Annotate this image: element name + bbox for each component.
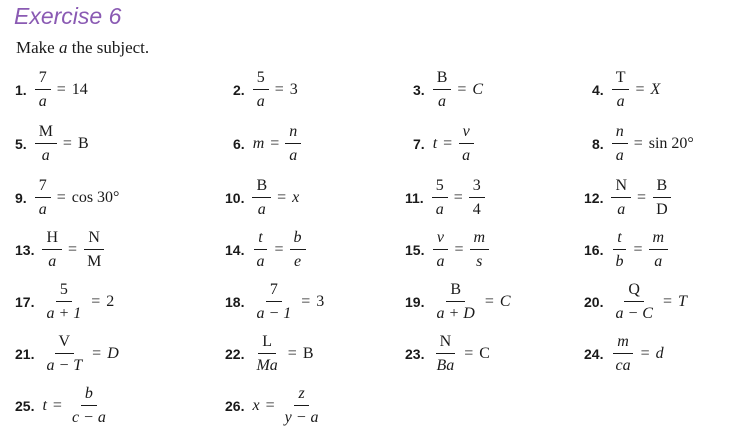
- denominator: a: [617, 201, 626, 218]
- exercise-8: [592, 124, 696, 164]
- exercise-11: [405, 178, 487, 218]
- numerator: 5: [253, 70, 269, 90]
- numerator: 5: [56, 282, 72, 302]
- denominator: D: [656, 201, 668, 218]
- exercise-7: [413, 124, 476, 164]
- denominator: b: [615, 253, 624, 270]
- exercise-20: [584, 282, 689, 322]
- exercise-10: [225, 178, 301, 218]
- exercise-6: [233, 124, 303, 164]
- exercise-number: 12.: [584, 190, 604, 206]
- rhs: 2: [106, 293, 115, 310]
- equals-sign: =: [662, 293, 672, 310]
- denominator: a: [38, 93, 47, 110]
- denominator: a: [616, 93, 625, 110]
- equals-sign: =: [633, 135, 643, 152]
- fraction: [649, 230, 669, 270]
- fraction: [458, 124, 474, 164]
- exercise-1: [15, 70, 90, 110]
- equals-sign: =: [287, 345, 297, 362]
- exercise-4: [592, 70, 662, 110]
- numerator: n: [612, 124, 628, 144]
- fraction: [42, 282, 85, 322]
- exercise-number: 7.: [413, 136, 425, 152]
- denominator: a − 1: [256, 305, 292, 322]
- fraction: [432, 334, 458, 374]
- exercise-number: 2.: [233, 82, 245, 98]
- exercise-13: [15, 230, 107, 270]
- denominator: a: [256, 253, 265, 270]
- exercise-9: [15, 178, 121, 218]
- exercise-number: 20.: [584, 294, 604, 310]
- exercise-24: [584, 334, 666, 374]
- lhs: m: [252, 135, 265, 152]
- fraction: [252, 230, 268, 270]
- numerator: m: [613, 334, 633, 354]
- numerator: B: [653, 178, 672, 198]
- fraction: [252, 282, 295, 322]
- fraction: [35, 178, 51, 218]
- fraction: [35, 70, 51, 110]
- rhs: d: [655, 345, 664, 362]
- exercise-number: 13.: [15, 242, 35, 258]
- fraction: [281, 386, 323, 426]
- equals-sign: =: [457, 81, 467, 98]
- denominator: a: [435, 201, 444, 218]
- fraction: [83, 230, 105, 270]
- numerator: n: [285, 124, 301, 144]
- instruction-variable: a: [58, 38, 68, 57]
- fraction: [611, 334, 634, 374]
- denominator: M: [87, 253, 102, 270]
- exercise-number: 26.: [225, 398, 245, 414]
- rhs: C: [479, 345, 490, 362]
- numerator: t: [613, 230, 625, 250]
- denominator: a − T: [46, 357, 83, 374]
- numerator: m: [470, 230, 490, 250]
- lhs: t: [42, 397, 47, 414]
- exercise-title: Exercise 6: [14, 3, 122, 29]
- numerator: v: [433, 230, 448, 250]
- exercise-number: 22.: [225, 346, 245, 362]
- exercise-number: 23.: [405, 346, 425, 362]
- numerator: b: [81, 386, 97, 406]
- denominator: e: [293, 253, 302, 270]
- fraction: [470, 230, 490, 270]
- exercise-3: [413, 70, 485, 110]
- fraction: [652, 178, 672, 218]
- equals-sign: =: [277, 189, 287, 206]
- fraction: [612, 70, 630, 110]
- equals-sign: =: [52, 397, 62, 414]
- denominator: a: [438, 93, 447, 110]
- exercise-number: 1.: [15, 82, 27, 98]
- numerator: 7: [35, 178, 51, 198]
- exercise-number: 9.: [15, 190, 27, 206]
- exercise-number: 3.: [413, 82, 425, 98]
- denominator: s: [476, 253, 483, 270]
- rhs: sin 20°: [648, 135, 694, 152]
- fraction: [611, 282, 656, 322]
- numerator: H: [42, 230, 62, 250]
- exercise-number: 11.: [405, 190, 424, 206]
- exercise-26: [225, 386, 325, 426]
- equals-sign: =: [635, 81, 645, 98]
- numerator: M: [35, 124, 57, 144]
- lhs: t: [432, 135, 438, 152]
- denominator: a: [38, 201, 47, 218]
- rhs: C: [499, 293, 511, 310]
- fraction: [432, 282, 478, 322]
- rhs: x: [292, 189, 300, 206]
- fraction: [285, 124, 301, 164]
- denominator: 4: [472, 201, 481, 218]
- exercise-number: 4.: [592, 82, 604, 98]
- equals-sign: =: [640, 345, 650, 362]
- exercise-number: 16.: [584, 242, 604, 258]
- exercise-number: 6.: [233, 136, 245, 152]
- rhs: 14: [71, 81, 88, 98]
- rhs: C: [472, 81, 484, 98]
- exercise-number: 5.: [15, 136, 27, 152]
- equals-sign: =: [56, 81, 66, 98]
- equals-sign: =: [443, 135, 453, 152]
- denominator: a: [615, 147, 624, 164]
- numerator: L: [258, 334, 276, 354]
- equals-sign: =: [91, 293, 101, 310]
- fraction: [432, 230, 448, 270]
- exercise-15: [405, 230, 491, 270]
- numerator: B: [252, 178, 271, 198]
- exercise-25: [15, 386, 112, 426]
- equals-sign: =: [274, 81, 284, 98]
- exercise-number: 25.: [15, 398, 35, 414]
- exercise-19: [405, 282, 513, 322]
- equals-sign: =: [270, 135, 280, 152]
- denominator: a: [257, 201, 266, 218]
- equals-sign: =: [92, 345, 102, 362]
- numerator: 7: [266, 282, 282, 302]
- numerator: N: [611, 178, 631, 198]
- rhs: 3: [316, 293, 325, 310]
- numerator: Q: [624, 282, 644, 302]
- exercise-12: [584, 178, 674, 218]
- exercise-23: [405, 334, 492, 374]
- numerator: m: [649, 230, 669, 250]
- lhs: x: [252, 397, 260, 414]
- equals-sign: =: [637, 189, 647, 206]
- rhs: T: [677, 293, 687, 310]
- equals-sign: =: [453, 189, 463, 206]
- numerator: V: [55, 334, 75, 354]
- numerator: B: [446, 282, 465, 302]
- equals-sign: =: [301, 293, 311, 310]
- denominator: a + 1: [46, 305, 82, 322]
- denominator: y − a: [284, 409, 319, 426]
- exercise-14: [225, 230, 308, 270]
- numerator: 5: [432, 178, 448, 198]
- numerator: B: [433, 70, 452, 90]
- fraction: [611, 178, 631, 218]
- exercise-21: [15, 334, 121, 374]
- instruction: [16, 38, 149, 58]
- exercise-number: 10.: [225, 190, 245, 206]
- rhs: B: [302, 345, 314, 362]
- equals-sign: =: [274, 241, 284, 258]
- equals-sign: =: [265, 397, 275, 414]
- exercise-2: [233, 70, 300, 110]
- equals-sign: =: [464, 345, 474, 362]
- rhs: X: [650, 81, 661, 98]
- denominator: a: [256, 93, 265, 110]
- instruction-suffix: the subject.: [71, 38, 150, 57]
- denominator: a − C: [615, 305, 653, 322]
- denominator: a: [41, 147, 50, 164]
- rhs: 3: [289, 81, 298, 98]
- equals-sign: =: [68, 241, 78, 258]
- exercise-number: 21.: [15, 346, 35, 362]
- exercise-number: 8.: [592, 136, 604, 152]
- numerator: T: [612, 70, 630, 90]
- exercise-5: [15, 124, 91, 164]
- fraction: [252, 334, 281, 374]
- numerator: z: [294, 386, 308, 406]
- fraction: [35, 124, 57, 164]
- exercise-number: 14.: [225, 242, 245, 258]
- numerator: b: [290, 230, 306, 250]
- denominator: Ba: [436, 357, 455, 374]
- denominator: a: [289, 147, 298, 164]
- denominator: c − a: [71, 409, 106, 426]
- denominator: a: [654, 253, 663, 270]
- denominator: Ma: [256, 357, 278, 374]
- fraction: [611, 230, 627, 270]
- fraction: [68, 386, 110, 426]
- exercise-number: 17.: [15, 294, 35, 310]
- equals-sign: =: [484, 293, 494, 310]
- exercise-number: 18.: [225, 294, 245, 310]
- exercise-16: [584, 230, 670, 270]
- numerator: v: [459, 124, 474, 144]
- numerator: 3: [469, 178, 485, 198]
- exercise-number: 15.: [405, 242, 425, 258]
- exercise-number: 19.: [405, 294, 425, 310]
- fraction: [42, 230, 62, 270]
- denominator: ca: [615, 357, 631, 374]
- fraction: [252, 178, 271, 218]
- exercise-number: 24.: [584, 346, 604, 362]
- fraction: [469, 178, 485, 218]
- equals-sign: =: [62, 135, 72, 152]
- numerator: N: [436, 334, 456, 354]
- fraction: [42, 334, 86, 374]
- denominator: a: [462, 147, 471, 164]
- exercise-18: [225, 282, 326, 322]
- numerator: t: [254, 230, 266, 250]
- denominator: a + D: [436, 305, 475, 322]
- rhs: B: [77, 135, 89, 152]
- equals-sign: =: [454, 241, 464, 258]
- rhs: cos 30°: [71, 189, 120, 206]
- numerator: 7: [35, 70, 51, 90]
- rhs: D: [107, 345, 119, 362]
- equals-sign: =: [633, 241, 643, 258]
- fraction: [432, 178, 448, 218]
- exercise-17: [15, 282, 116, 322]
- denominator: a: [436, 253, 445, 270]
- exercise-22: [225, 334, 316, 374]
- instruction-prefix: Make: [16, 38, 55, 57]
- fraction: [433, 70, 452, 110]
- equals-sign: =: [56, 189, 66, 206]
- numerator: N: [84, 230, 104, 250]
- fraction: [612, 124, 628, 164]
- denominator: a: [48, 253, 57, 270]
- fraction: [253, 70, 269, 110]
- fraction: [290, 230, 306, 270]
